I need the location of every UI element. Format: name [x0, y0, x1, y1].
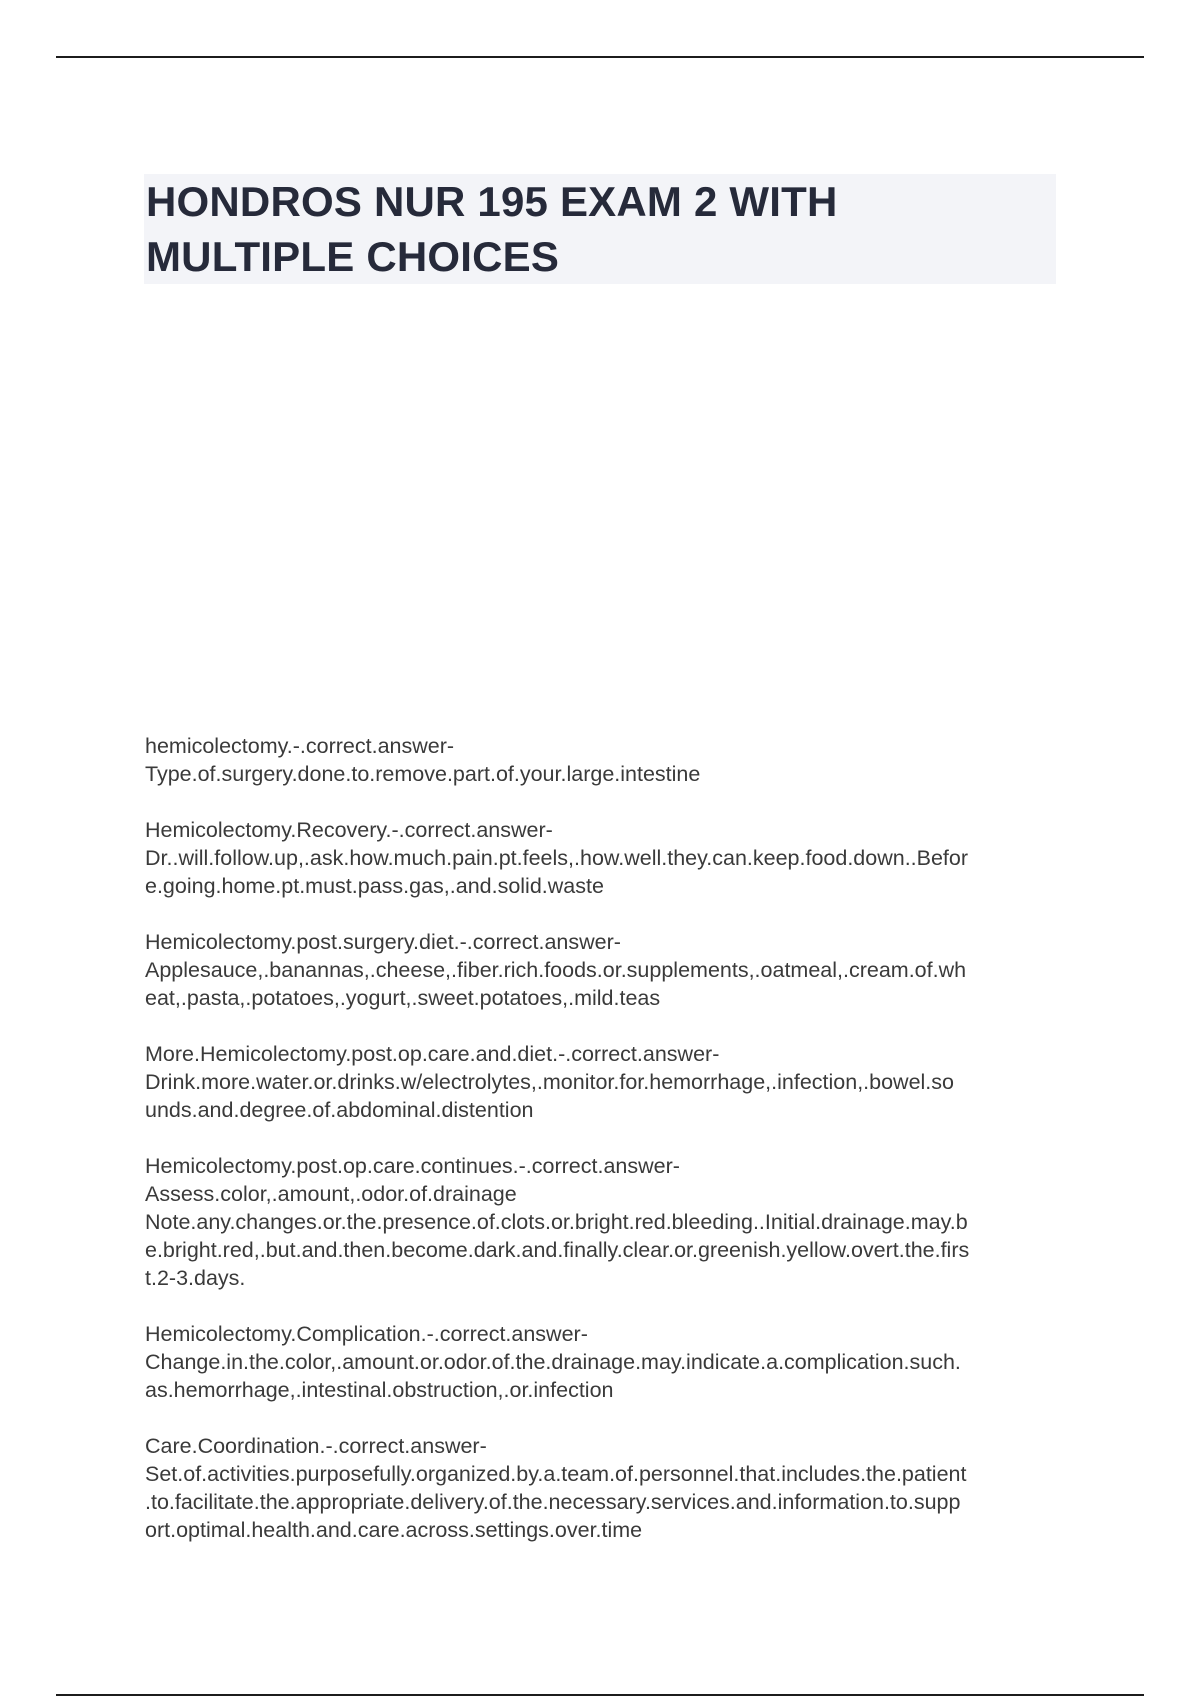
title-line: MULTIPLE CHOICES	[146, 233, 560, 280]
flashcard-definition-line: Drink.more.water.or.drinks.w/electrolytes,.monitor.for.hemorrhage,.infection,.bowel.so	[145, 1070, 954, 1094]
flashcard-definition-line: Assess.color,.amount,.odor.of.drainage	[145, 1182, 517, 1206]
flashcard-definition-line: e.going.home.pt.must.pass.gas,.and.solid.waste	[145, 874, 604, 898]
top-divider	[56, 56, 1144, 58]
flashcard-term: Hemicolectomy.post.surgery.diet.-.correct.answer-	[145, 930, 621, 954]
flashcard-definition-line: Dr..will.follow.up,.ask.how.much.pain.pt.feels,.how.well.they.can.keep.food.down..Befor	[145, 846, 969, 870]
flashcard-definition-line: .to.facilitate.the.appropriate.delivery.of.the.necessary.services.and.information.to.supp	[145, 1490, 961, 1514]
flashcard-definition-line: Change.in.the.color,.amount.or.odor.of.the.drainage.may.indicate.a.complication.such.	[145, 1350, 961, 1374]
flashcard-entry	[145, 1320, 1060, 1404]
flashcard-definition-line: Note.any.changes.or.the.presence.of.clots.or.bright.red.bleeding..Initial.drainage.may.b	[145, 1210, 968, 1234]
flashcard-definition-line: unds.and.degree.of.abdominal.distention	[145, 1098, 534, 1122]
flashcard-term: Care.Coordination.-.correct.answer-	[145, 1434, 487, 1458]
flashcard-definition-line: as.hemorrhage,.intestinal.obstruction,.or.infection	[145, 1378, 614, 1402]
flashcard-definition-line: eat,.pasta,.potatoes,.yogurt,.sweet.potatoes,.mild.teas	[145, 986, 661, 1010]
flashcard-entry	[145, 928, 1060, 1012]
bottom-divider	[56, 1694, 1144, 1696]
flashcard-entry	[145, 1152, 1060, 1292]
flashcard-entry	[145, 1040, 1060, 1124]
flashcard-entry	[145, 816, 1060, 900]
flashcard-term: Hemicolectomy.Recovery.-.correct.answer-	[145, 818, 553, 842]
flashcard-definition-line: e.bright.red,.but.and.then.become.dark.and.finally.clear.or.greenish.yellow.overt.the.firs	[145, 1238, 970, 1262]
flashcard-term: More.Hemicolectomy.post.op.care.and.diet.-.correct.answer-	[145, 1042, 720, 1066]
title-banner	[144, 174, 1056, 284]
flashcard-entry	[145, 732, 1060, 788]
flashcard-entry	[145, 1432, 1060, 1544]
flashcard-definition-line: t.2-3.days.	[145, 1266, 246, 1290]
flashcard-definition-line: ort.optimal.health.and.care.across.settings.over.time	[145, 1518, 643, 1542]
document-title	[144, 174, 1056, 284]
flashcard-term: Hemicolectomy.post.op.care.continues.-.correct.answer-	[145, 1154, 680, 1178]
title-line: HONDROS NUR 195 EXAM 2 WITH	[146, 178, 838, 225]
flashcard-term: hemicolectomy.-.correct.answer-	[145, 734, 455, 758]
flashcard-list	[145, 732, 1060, 1572]
flashcard-definition-line: Applesauce,.banannas,.cheese,.fiber.rich.foods.or.supplements,.oatmeal,.cream.of.wh	[145, 958, 967, 982]
flashcard-definition-line: Set.of.activities.purposefully.organized.by.a.team.of.personnel.that.includes.the.patient	[145, 1462, 967, 1486]
flashcard-definition-line: Type.of.surgery.done.to.remove.part.of.your.large.intestine	[145, 762, 701, 786]
flashcard-term: Hemicolectomy.Complication.-.correct.answer-	[145, 1322, 588, 1346]
